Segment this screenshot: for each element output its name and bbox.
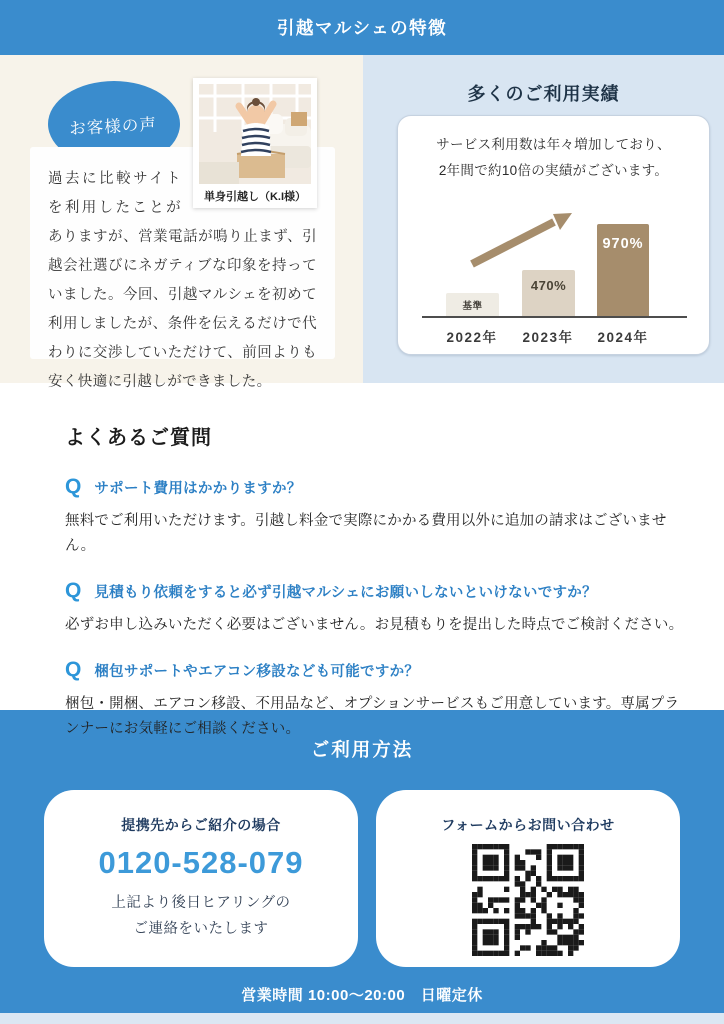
chart-bar-2023 (522, 270, 575, 316)
business-hours: 営業時間 10:00～20:00 日曜定休 (241, 987, 483, 1004)
testimonial-panel (0, 55, 363, 390)
bar-value-label: 470% (530, 278, 567, 293)
phone-note-line2: ご連絡をいたします (133, 921, 269, 937)
bar-value-label: 970% (602, 236, 644, 252)
moving-photo-illustration (199, 84, 311, 184)
faq-question: 見積もり依頼をすると必ず引越マルシェにお願いしないといけないですか？ (94, 585, 597, 601)
qr-code-image (472, 844, 584, 956)
usage-cards (0, 790, 724, 967)
usage-section (0, 710, 724, 1013)
phone-card-heading: 提携先からご紹介の場合 (121, 817, 281, 833)
chart-description-line1: サービス利用数は年々増加しており、 (436, 137, 671, 152)
faq-title: よくあるご質問 (65, 427, 212, 449)
bar-chart (398, 116, 709, 354)
faq-question: 梱包サポートやエアコン移設なども可能ですか？ (94, 664, 420, 680)
growth-arrow-icon (454, 198, 589, 273)
testimonial-text: 過去に比較サイトを利用したことがありますが、営業電話が鳴り止まず、引越会社選びにネガティブな印象を持っていました。今回、引越マルシェを初めて利用しましたが、条件を伝えるだけで代わりに交渉していただけて、前回よりも安く快適に引越しができました。 (48, 171, 317, 390)
chart-baseline (422, 316, 687, 318)
chart-description-line2: 2年間で約10倍の実績がございます。 (438, 163, 669, 178)
phone-note-line1: 上記より後日ヒアリングの (111, 895, 291, 911)
x-tick-2023: 2023年 (522, 330, 574, 345)
chart-bar-2024 (597, 224, 649, 316)
photo-caption: 単身引越し（K.I様） (203, 191, 307, 203)
faq-question-row (65, 659, 690, 681)
faq-question: サポート費用はかかりますか？ (94, 481, 302, 497)
customer-photo (193, 78, 317, 208)
page-title: 引越マルシェの特徴 (276, 18, 448, 38)
phone-contact-card (44, 790, 358, 967)
phone-note (44, 890, 358, 942)
q-icon: Q (65, 658, 82, 681)
q-icon: Q (65, 579, 82, 602)
results-panel (363, 55, 724, 383)
chart-bar-2022 (446, 293, 499, 316)
form-contact-card (376, 790, 680, 967)
bottom-strip (0, 1013, 724, 1024)
form-card-heading: フォームからお問い合わせ (441, 817, 615, 833)
testimonial-card (30, 147, 335, 390)
feature-band (0, 55, 724, 390)
faq-answer: 必ずお申し込みいただく必要はございません。お見積もりを提出した時点でご検討ください。 (65, 617, 684, 633)
q-icon: Q (65, 475, 82, 498)
bubble-label: お客様の声 (68, 114, 158, 139)
results-title: 多くのご利用実績 (467, 84, 620, 104)
usage-title: ご利用方法 (310, 739, 414, 760)
results-chart-card (397, 115, 710, 355)
qr-code (376, 844, 680, 956)
x-tick-2022: 2022年 (446, 330, 498, 345)
faq-question-row (65, 580, 690, 602)
phone-number[interactable]: 0120-528-079 (98, 845, 304, 880)
bar-value-label: 基準 (462, 300, 483, 312)
faq-answer: 無料でご利用いただけます。引越し料金で実際にかかる費用以外に追加の請求はございません。 (65, 513, 667, 554)
faq-answer: 梱包・開梱、エアコン移設、不用品など、オプションサービスもご用意しています。専属プランナーにお気軽にご相談ください。 (65, 696, 680, 737)
faq-section (0, 383, 724, 737)
header-bar (0, 0, 724, 55)
x-tick-2024: 2024年 (597, 330, 649, 345)
faq-question-row (65, 476, 690, 498)
